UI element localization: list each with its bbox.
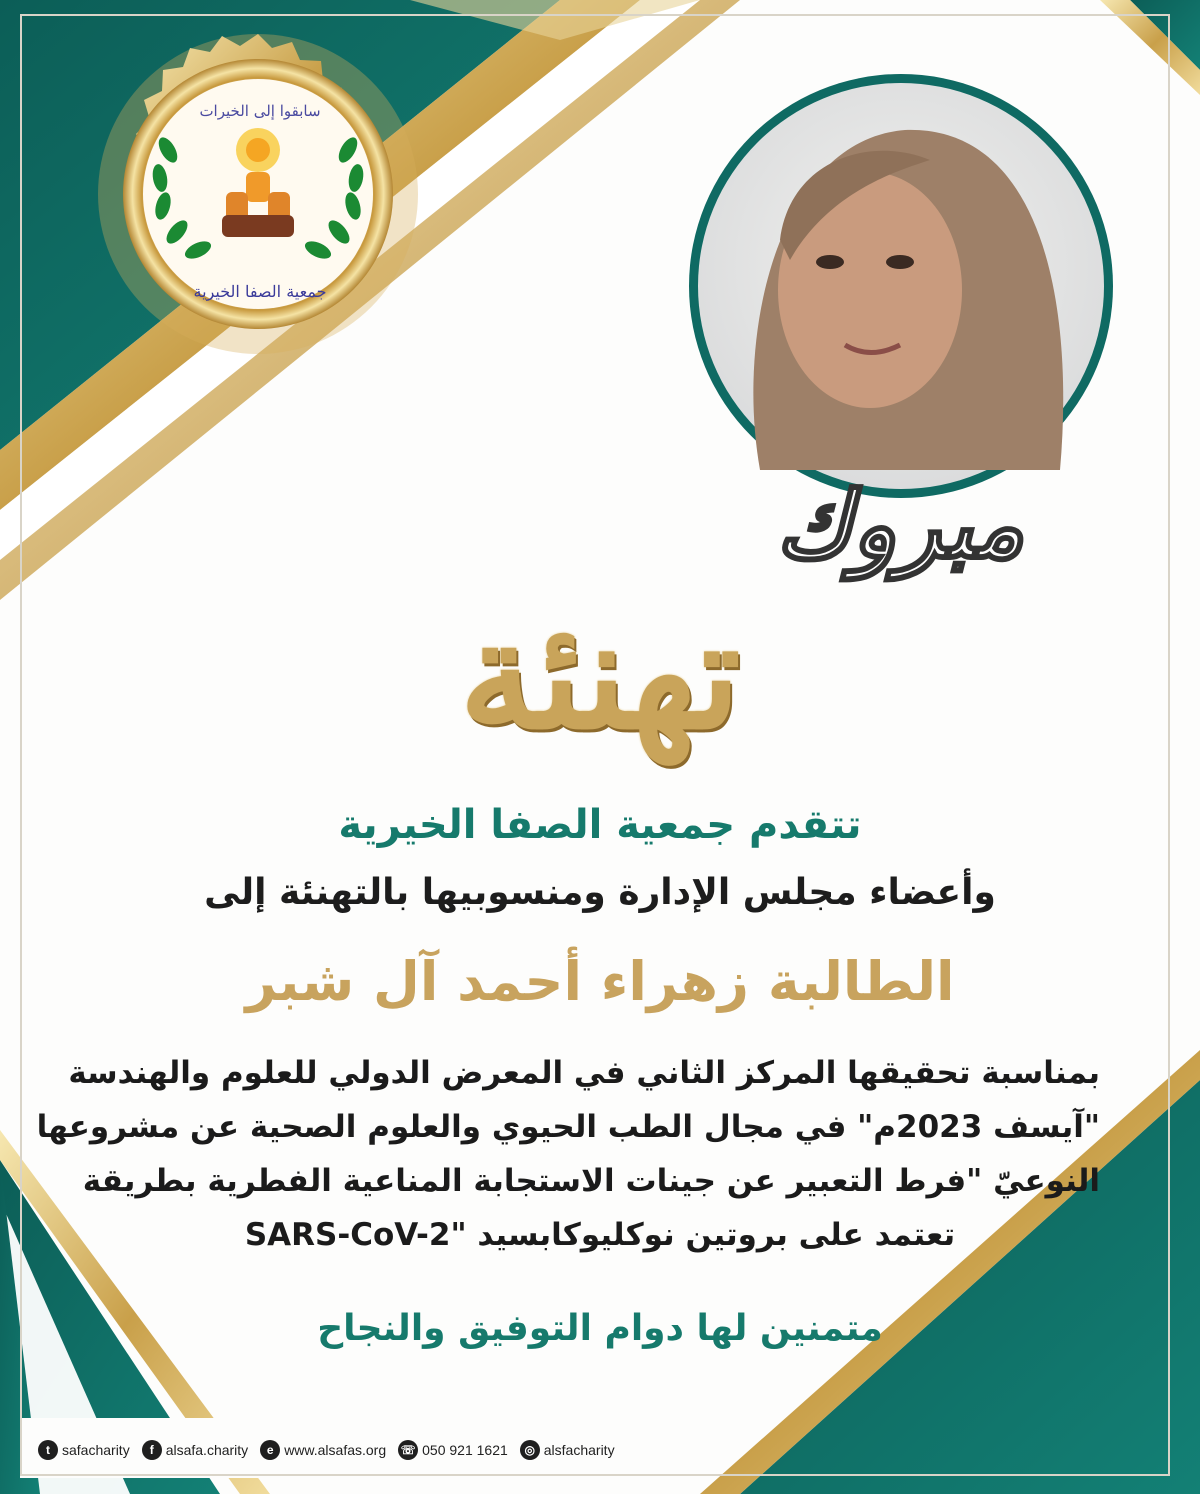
body-line-4: تعتمد على بروتين نوكليوكابسيد "SARS-CoV-2: [244, 1217, 956, 1253]
facebook-contact[interactable]: [142, 1440, 248, 1460]
headline-calligraphy: تهنئة: [459, 587, 741, 763]
whatsapp-icon: ☏: [398, 1440, 418, 1460]
twitter-icon: t: [38, 1440, 58, 1460]
website-contact[interactable]: [260, 1440, 386, 1460]
logo-motto: سابقوا إلى الخيرات: [199, 102, 321, 120]
achievement-text: [36, 1046, 1100, 1262]
presenter-line: تتقدم جمعية الصفا الخيرية: [338, 802, 862, 848]
student-name: الطالبة زهراء أحمد آل شبر: [245, 950, 955, 1013]
body-line-1: بمناسبة تحقيقها المركز الثاني في المعرض الدولي للعلوم والهندسة: [68, 1055, 1100, 1091]
whatsapp-number: 050 921 1621: [422, 1442, 508, 1458]
facebook-handle: alsafa.charity: [165, 1442, 249, 1458]
mabrook-calligraphy: مبروك: [775, 471, 1025, 579]
instagram-contact[interactable]: [520, 1440, 615, 1460]
members-line: وأعضاء مجلس الإدارة ومنسوبيها بالتهنئة إلى: [204, 872, 996, 913]
logo: [105, 30, 415, 370]
twitter-handle: safacharity: [62, 1442, 130, 1458]
instagram-icon: ◎: [520, 1440, 540, 1460]
logo-name: جمعية الصفا الخيرية: [193, 282, 327, 301]
instagram-handle: alsfacharity: [543, 1442, 615, 1458]
facebook-icon: f: [142, 1440, 162, 1460]
body-line-3: النوعيّ "فرط التعبير عن جينات الاستجابة المناعية الفطرية بطريقة: [82, 1163, 1100, 1199]
body-line-2: "آيسف 2023م" في مجال الطب الحيوي والعلوم الصحية عن مشروعها: [36, 1109, 1100, 1145]
footer-contacts: [38, 1435, 615, 1465]
twitter-contact[interactable]: [38, 1440, 130, 1460]
wish-line: متمنين لها دوام التوفيق والنجاح: [317, 1308, 883, 1349]
website-url: www.alsafas.org: [284, 1442, 387, 1458]
whatsapp-contact[interactable]: [398, 1440, 508, 1460]
globe-icon: e: [260, 1440, 280, 1460]
